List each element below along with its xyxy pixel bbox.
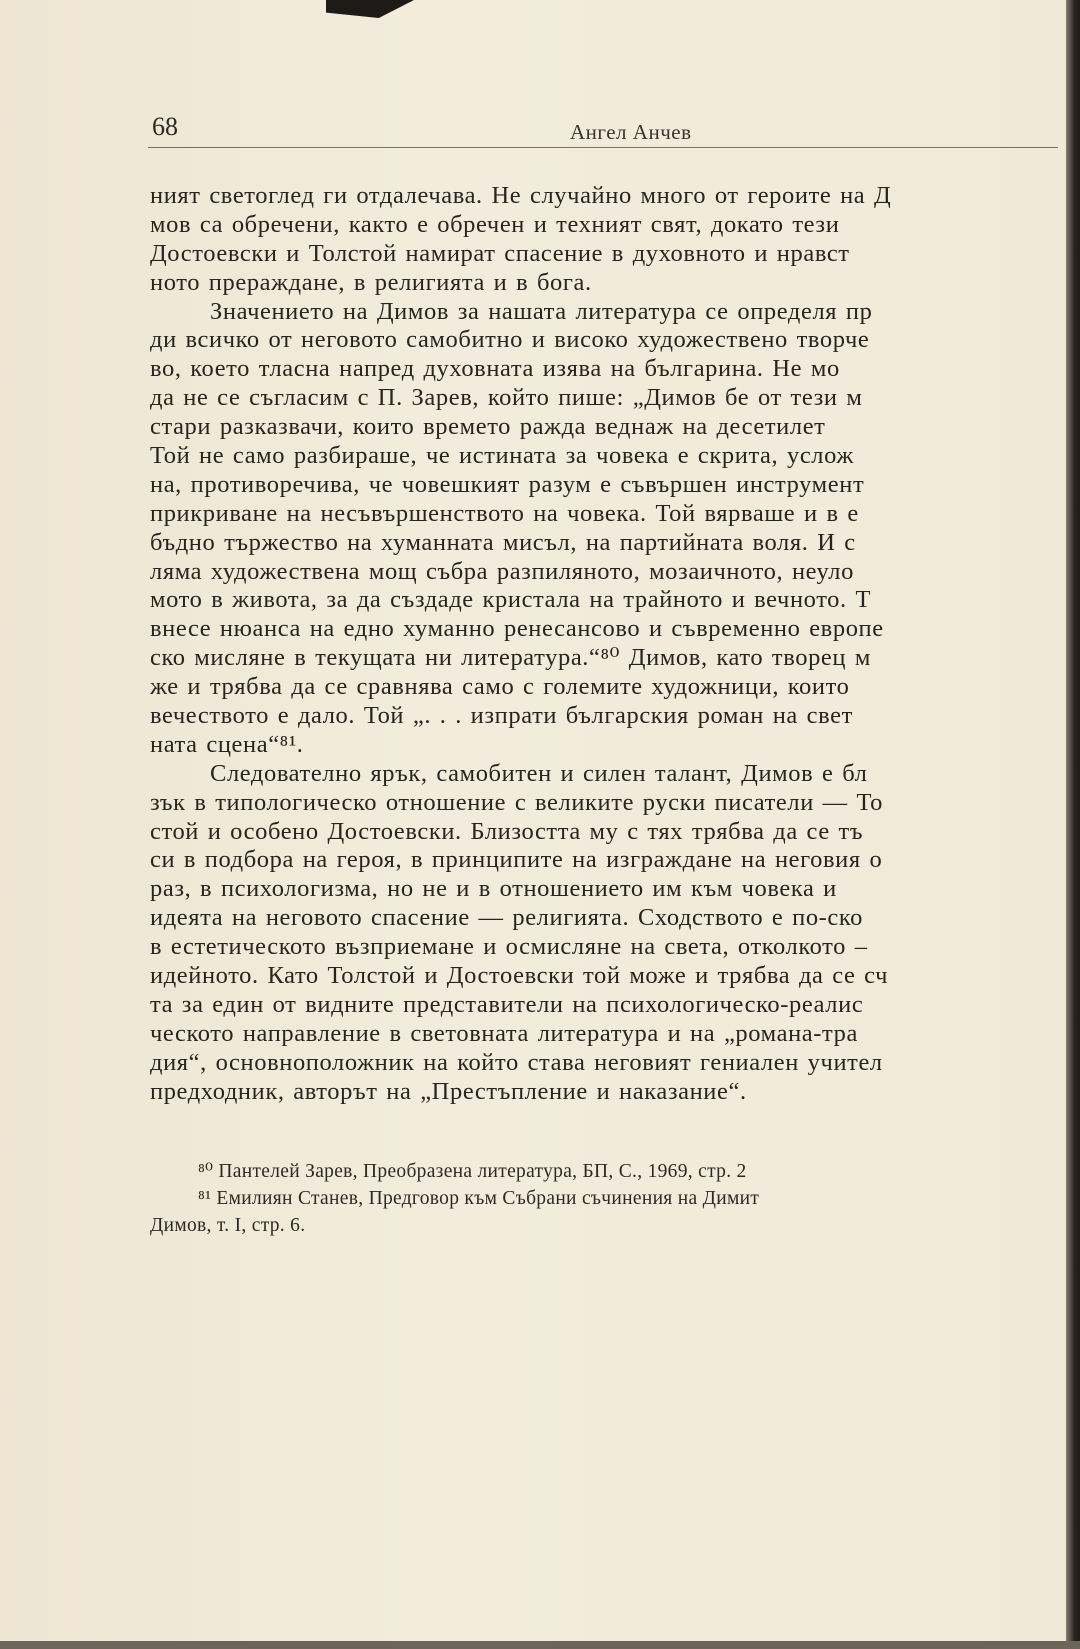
text-line: внесе нюанса на едно хуманно ренесансово и съвременно европе bbox=[150, 615, 884, 643]
text-line: прикриване на несъвършенството на човека. Той вярваше и в е bbox=[150, 499, 859, 527]
footnote-line: Димов, т. I, стр. 6. bbox=[150, 1215, 306, 1236]
body-text bbox=[150, 182, 1060, 1107]
header-rule bbox=[148, 147, 1058, 148]
footnotes bbox=[150, 1158, 1060, 1239]
text-line: ческото направление в световната литература и на „романа-тра bbox=[150, 1019, 858, 1047]
text-line: ната сцена“⁸¹. bbox=[150, 730, 304, 758]
text-line: стари разказвачи, които времето ражда веднаж на десетилет bbox=[150, 413, 826, 441]
text-line: Следователно ярък, самобитен и силен талант, Димов е бл bbox=[210, 759, 868, 787]
text-line: ляма художествена мощ събра разпиляното, мозаичното, неуло bbox=[150, 557, 854, 585]
text-line: на, противоречива, че човешкият разум е съвършен инструмент bbox=[150, 470, 865, 498]
text-line: бъдно тържество на хуманната мисъл, на партийната воля. И с bbox=[150, 528, 856, 556]
text-line: да не се съгласим с П. Зарев, който пише: „Димов бе от тези м bbox=[150, 384, 863, 412]
text-line: ният светоглед ги отдалечава. Не случайно много от героите на Д bbox=[150, 182, 892, 209]
text-line: дия“, основноположник на който става неговият гениален учител bbox=[150, 1048, 883, 1076]
text-line: ди всичко от неговото самобитно и високо художествено творче bbox=[150, 326, 870, 354]
text-line: идеята на неговото спасение — религията. Сходството е по-ско bbox=[150, 904, 864, 932]
page-number: 68 bbox=[152, 112, 178, 141]
page-header bbox=[140, 112, 1060, 152]
text-line: Достоевски и Толстой намират спасение в духовното и нравст bbox=[150, 239, 850, 267]
text-line: ско мисляне в текущата ни литература.“⁸⁰ Димов, като творец м bbox=[150, 644, 871, 672]
text-line: Той не само разбираше, че истината за човека е скрита, услож bbox=[150, 442, 854, 470]
footnote-line: ⁸⁰ Пантелей Зарев, Преобразена литература, БП, С., 1969, стр. 2 bbox=[198, 1161, 747, 1182]
page-bottom-edge bbox=[0, 1641, 1080, 1649]
text-line: ното прераждане, в религията и в бога. bbox=[150, 268, 592, 296]
text-line: зък в типологическо отношение с великите руски писатели — То bbox=[150, 788, 884, 816]
text-line: мото в живота, за да създаде кристала на трайното и вечното. Т bbox=[150, 586, 872, 614]
text-line: во, което тласна напред духовната изява на българина. Не мо bbox=[150, 355, 840, 383]
text-line: вечеството е дало. Той „. . . изпрати българския роман на свет bbox=[150, 702, 853, 730]
text-line: си в подбора на героя, в принципите на изграждане на неговия о bbox=[150, 846, 883, 874]
text-line: в естетическото възприемане и осмисляне на света, отколкото – bbox=[150, 933, 868, 961]
text-line: Значението на Димов за нашата литература се определя пр bbox=[210, 297, 873, 325]
text-line: та за един от видните представители на психологическо-реалис bbox=[150, 990, 864, 1018]
text-line: раз, в психологизма, но не и в отношението им към човека и bbox=[150, 875, 837, 903]
bookmark-tab bbox=[326, 0, 414, 18]
text-line: стой и особено Достоевски. Близостта му с тях трябва да се тъ bbox=[150, 817, 864, 845]
text-line: идейното. Като Толстой и Достоевски той може и трябва да се сч bbox=[150, 962, 889, 990]
text-line: предходник, авторът на „Престъпление и наказание“. bbox=[150, 1077, 747, 1105]
text-line: мов са обречени, както е обречен и техният свят, докато тези bbox=[150, 210, 840, 238]
text-line: же и трябва да се сравнява само с големите художници, които bbox=[150, 673, 850, 701]
book-spine-edge bbox=[1066, 0, 1080, 1649]
footnote-line: ⁸¹ Емилиян Станев, Предговор към Събрани съчинения на Димит bbox=[198, 1188, 760, 1209]
running-title: Ангел Анчев bbox=[570, 120, 692, 144]
